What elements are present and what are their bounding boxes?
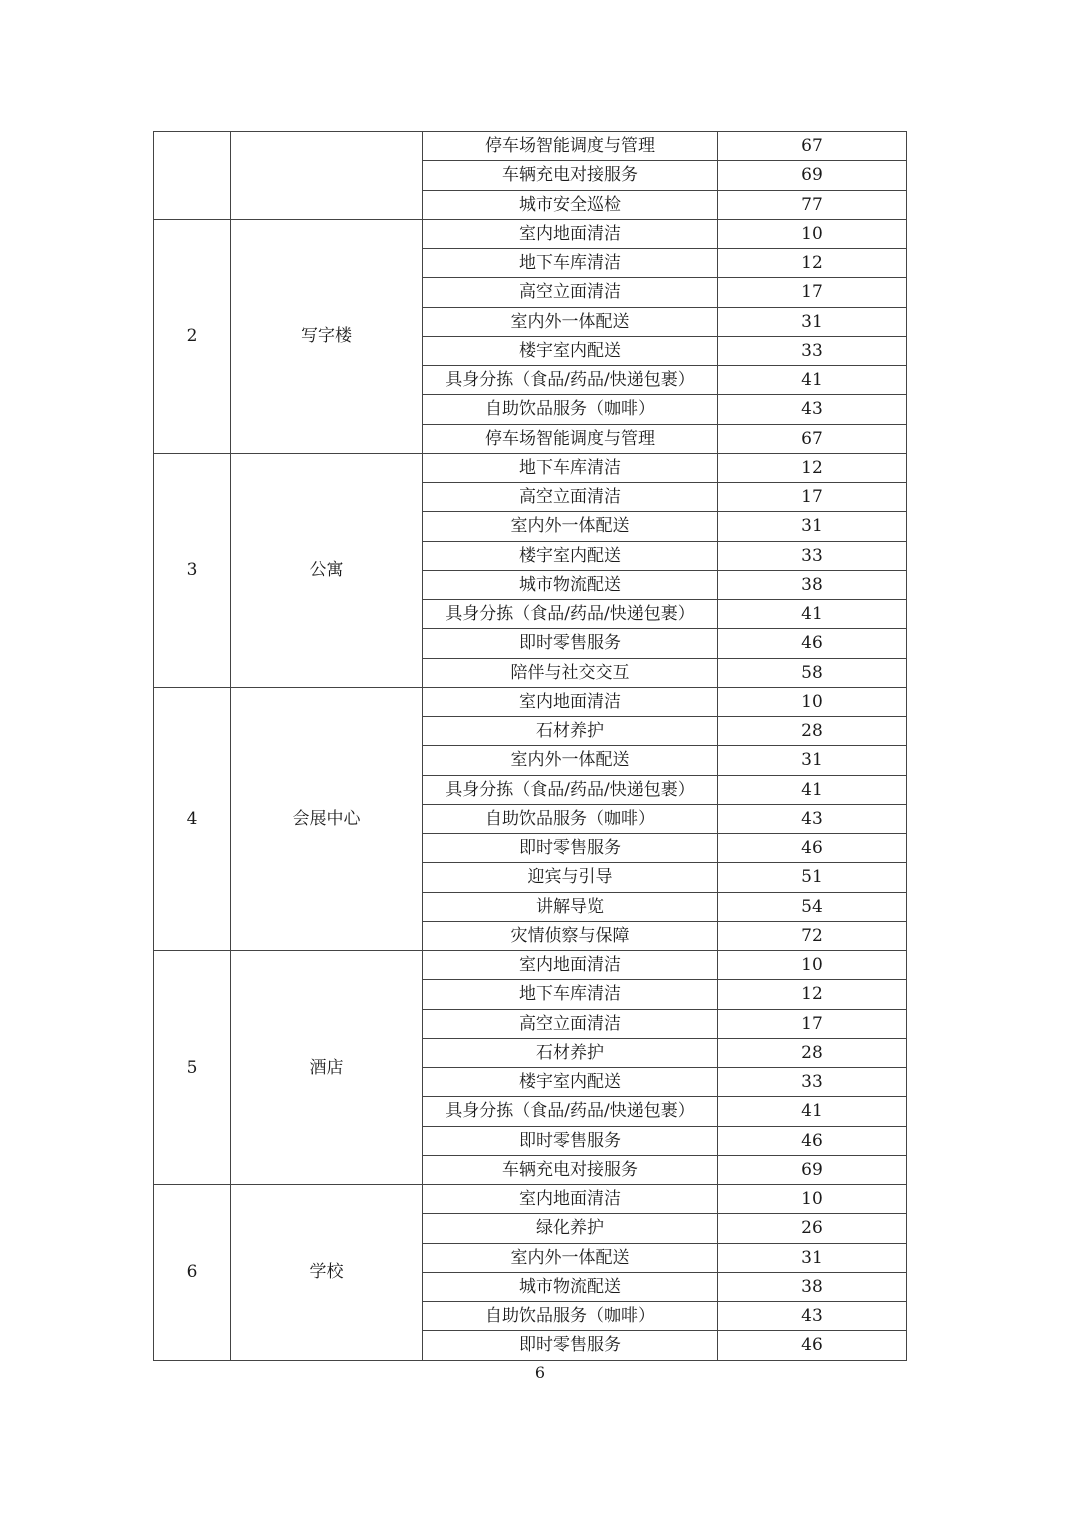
code-cell: 54 [718,892,907,921]
code-cell: 69 [718,161,907,190]
code-cell: 31 [718,512,907,541]
code-cell: 28 [718,717,907,746]
group-number-cell [154,132,231,220]
group-number-cell: 6 [154,1185,231,1361]
scenario-cell: 室内地面清洁 [423,219,718,248]
scenario-cell: 迎宾与引导 [423,863,718,892]
table-row [154,132,907,161]
scenario-cell: 具身分拣（食品/药品/快递包裹） [423,775,718,804]
code-cell: 38 [718,570,907,599]
scenario-cell: 停车场智能调度与管理 [423,424,718,453]
scenario-cell: 即时零售服务 [423,1126,718,1155]
code-cell: 31 [718,307,907,336]
scenario-cell: 石材养护 [423,717,718,746]
scenario-cell: 即时零售服务 [423,629,718,658]
scenario-cell: 讲解导览 [423,892,718,921]
code-cell: 12 [718,249,907,278]
group-number-cell: 2 [154,219,231,453]
scenario-cell: 室内外一体配送 [423,307,718,336]
scenario-cell: 楼宇室内配送 [423,541,718,570]
code-cell: 26 [718,1214,907,1243]
scenario-cell: 室内地面清洁 [423,951,718,980]
code-cell: 43 [718,395,907,424]
code-cell: 10 [718,687,907,716]
venue-cell: 公寓 [231,453,423,687]
scenario-cell: 具身分拣（食品/药品/快递包裹） [423,1097,718,1126]
scenario-cell: 楼宇室内配送 [423,336,718,365]
scenario-cell: 地下车库清洁 [423,980,718,1009]
code-cell: 12 [718,453,907,482]
code-cell: 58 [718,658,907,687]
code-cell: 46 [718,834,907,863]
scenario-cell: 城市物流配送 [423,570,718,599]
code-cell: 41 [718,366,907,395]
table-body [154,132,907,1361]
table-row [154,453,907,482]
scenario-cell: 绿化养护 [423,1214,718,1243]
code-cell: 51 [718,863,907,892]
code-cell: 10 [718,219,907,248]
scenario-cell: 自助饮品服务（咖啡） [423,804,718,833]
scenario-cell: 自助饮品服务（咖啡） [423,395,718,424]
venue-cell: 学校 [231,1185,423,1361]
scenario-cell: 具身分拣（食品/药品/快递包裹） [423,366,718,395]
table-row [154,219,907,248]
scenario-cell: 即时零售服务 [423,834,718,863]
scenario-cell: 灾情侦察与保障 [423,921,718,950]
page-number: 6 [534,1363,546,1382]
scenario-cell: 车辆充电对接服务 [423,1155,718,1184]
code-cell: 69 [718,1155,907,1184]
code-cell: 38 [718,1272,907,1301]
scenario-cell: 室内地面清洁 [423,1185,718,1214]
group-number-cell: 3 [154,453,231,687]
scenario-cell: 楼宇室内配送 [423,1068,718,1097]
scenario-cell: 室内外一体配送 [423,512,718,541]
table-row [154,951,907,980]
table-row [154,1185,907,1214]
scenario-cell: 室内外一体配送 [423,746,718,775]
scenario-cell: 地下车库清洁 [423,249,718,278]
code-cell: 46 [718,1331,907,1360]
code-cell: 67 [718,424,907,453]
code-cell: 17 [718,278,907,307]
scenario-table [153,131,907,1361]
code-cell: 10 [718,1185,907,1214]
table-row [154,687,907,716]
code-cell: 72 [718,921,907,950]
scenario-cell: 即时零售服务 [423,1331,718,1360]
scenario-cell: 停车场智能调度与管理 [423,132,718,161]
code-cell: 43 [718,1302,907,1331]
scenario-cell: 高空立面清洁 [423,1009,718,1038]
group-number-cell: 5 [154,951,231,1185]
scenario-cell: 高空立面清洁 [423,483,718,512]
scenario-cell: 陪伴与社交交互 [423,658,718,687]
code-cell: 31 [718,746,907,775]
code-cell: 67 [718,132,907,161]
scenario-cell: 地下车库清洁 [423,453,718,482]
code-cell: 33 [718,541,907,570]
code-cell: 41 [718,1097,907,1126]
code-cell: 33 [718,1068,907,1097]
venue-cell: 酒店 [231,951,423,1185]
code-cell: 41 [718,775,907,804]
code-cell: 43 [718,804,907,833]
code-cell: 46 [718,629,907,658]
scenario-cell: 室内外一体配送 [423,1243,718,1272]
scenario-cell: 具身分拣（食品/药品/快递包裹） [423,600,718,629]
venue-cell [231,132,423,220]
venue-cell: 写字楼 [231,219,423,453]
code-cell: 10 [718,951,907,980]
code-cell: 12 [718,980,907,1009]
group-number-cell: 4 [154,687,231,950]
code-cell: 33 [718,336,907,365]
scenario-cell: 高空立面清洁 [423,278,718,307]
code-cell: 17 [718,483,907,512]
code-cell: 41 [718,600,907,629]
scenario-cell: 石材养护 [423,1038,718,1067]
venue-cell: 会展中心 [231,687,423,950]
code-cell: 77 [718,190,907,219]
scenario-cell: 车辆充电对接服务 [423,161,718,190]
scenario-cell: 城市安全巡检 [423,190,718,219]
code-cell: 17 [718,1009,907,1038]
code-cell: 28 [718,1038,907,1067]
scenario-cell: 城市物流配送 [423,1272,718,1301]
code-cell: 46 [718,1126,907,1155]
scenario-cell: 室内地面清洁 [423,687,718,716]
scenario-cell: 自助饮品服务（咖啡） [423,1302,718,1331]
code-cell: 31 [718,1243,907,1272]
